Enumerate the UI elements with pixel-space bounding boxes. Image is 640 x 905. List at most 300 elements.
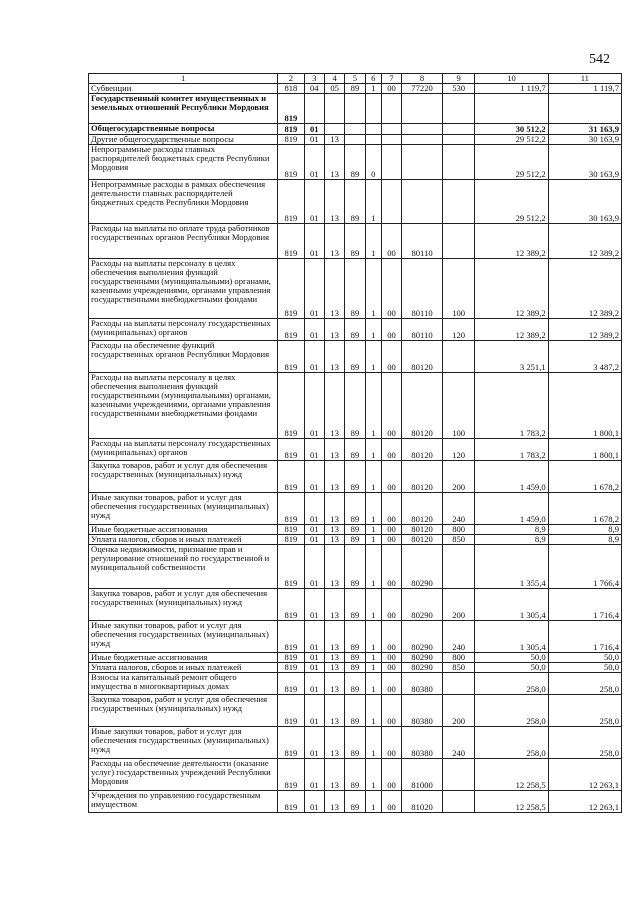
code-expense-type-cell <box>442 759 475 791</box>
code-subprogram-cell: 1 <box>365 791 381 813</box>
code-program-cell: 89 <box>345 621 365 653</box>
code-direction-cell: 80120 <box>402 525 443 535</box>
code-subsection-cell: 13 <box>324 663 344 673</box>
code-section-cell: 01 <box>304 180 324 224</box>
table-row <box>89 135 622 145</box>
code-subsection-cell: 13 <box>324 259 344 319</box>
code-subsection-cell: 13 <box>324 535 344 545</box>
table-row <box>89 791 622 813</box>
amount-year-1-cell: 12 389,2 <box>475 319 548 341</box>
header-cell: 5 <box>345 74 365 84</box>
table-row <box>89 727 622 759</box>
code-measure-cell <box>381 135 401 145</box>
code-gov-cell: 819 <box>278 663 304 673</box>
code-gov-cell: 819 <box>278 673 304 695</box>
code-direction-cell: 81020 <box>402 791 443 813</box>
row-name-cell: Расходы на выплаты персоналу в целях обеспечения выполнения функций государственными (муниципальными) органами, казенными учреждениями, органами управления государственными внебюджетными фондами <box>89 259 278 319</box>
code-subsection-cell: 13 <box>324 439 344 461</box>
code-subprogram-cell: 1 <box>365 621 381 653</box>
table-row <box>89 525 622 535</box>
amount-year-1-cell: 258,0 <box>475 727 548 759</box>
code-expense-type-cell: 200 <box>442 695 475 727</box>
code-subprogram-cell: 1 <box>365 259 381 319</box>
code-direction-cell <box>402 135 443 145</box>
table-row <box>89 653 622 663</box>
code-gov-cell: 819 <box>278 373 304 439</box>
amount-year-1-cell: 1 459,0 <box>475 493 548 525</box>
amount-year-1-cell: 8,9 <box>475 525 548 535</box>
code-expense-type-cell <box>442 135 475 145</box>
code-subsection-cell: 13 <box>324 545 344 589</box>
code-measure-cell: 00 <box>381 545 401 589</box>
code-expense-type-cell: 200 <box>442 589 475 621</box>
code-section-cell: 01 <box>304 135 324 145</box>
table-row <box>89 493 622 525</box>
amount-year-2-cell: 8,9 <box>548 535 621 545</box>
code-program-cell: 89 <box>345 439 365 461</box>
amount-year-2-cell: 1 766,4 <box>548 545 621 589</box>
amount-year-1-cell: 29 512,2 <box>475 135 548 145</box>
code-section-cell: 04 <box>304 84 324 94</box>
code-subprogram-cell: 1 <box>365 461 381 493</box>
code-program-cell: 89 <box>345 373 365 439</box>
code-section-cell: 01 <box>304 545 324 589</box>
code-direction-cell: 81000 <box>402 759 443 791</box>
code-measure-cell: 00 <box>381 341 401 373</box>
code-gov-cell: 819 <box>278 545 304 589</box>
amount-year-1-cell: 30 512,2 <box>475 124 548 135</box>
amount-year-1-cell: 3 251,1 <box>475 341 548 373</box>
table-row <box>89 94 622 124</box>
row-name-cell: Взносы на капитальный ремонт общего имущества в многоквартирных домах <box>89 673 278 695</box>
code-direction-cell: 80120 <box>402 373 443 439</box>
code-section-cell: 01 <box>304 525 324 535</box>
code-measure-cell: 00 <box>381 461 401 493</box>
code-section-cell: 01 <box>304 695 324 727</box>
code-measure-cell: 00 <box>381 653 401 663</box>
code-expense-type-cell: 240 <box>442 493 475 525</box>
code-expense-type-cell: 530 <box>442 84 475 94</box>
code-section-cell: 01 <box>304 461 324 493</box>
code-direction-cell: 80110 <box>402 224 443 259</box>
amount-year-2-cell: 12 263,1 <box>548 759 621 791</box>
code-subprogram-cell: 1 <box>365 493 381 525</box>
code-section-cell: 01 <box>304 673 324 695</box>
table-row <box>89 621 622 653</box>
code-measure-cell <box>381 124 401 135</box>
code-program-cell: 89 <box>345 461 365 493</box>
code-section-cell: 01 <box>304 791 324 813</box>
code-expense-type-cell: 800 <box>442 653 475 663</box>
code-direction-cell: 80110 <box>402 259 443 319</box>
amount-year-1-cell: 12 258,5 <box>475 759 548 791</box>
row-name-cell: Непрограммные расходы в рамках обеспечения деятельности главных распорядителей бюджетных средств Республики Мордовия <box>89 180 278 224</box>
code-subprogram-cell: 1 <box>365 695 381 727</box>
amount-year-1-cell: 1 355,4 <box>475 545 548 589</box>
amount-year-2-cell: 12 263,1 <box>548 791 621 813</box>
code-program-cell: 89 <box>345 759 365 791</box>
code-expense-type-cell <box>442 791 475 813</box>
code-expense-type-cell: 120 <box>442 439 475 461</box>
code-subsection-cell <box>324 124 344 135</box>
code-expense-type-cell: 200 <box>442 461 475 493</box>
code-measure-cell: 00 <box>381 663 401 673</box>
code-gov-cell: 819 <box>278 791 304 813</box>
code-direction-cell: 80290 <box>402 621 443 653</box>
header-cell: 3 <box>304 74 324 84</box>
code-measure-cell: 00 <box>381 373 401 439</box>
amount-year-2-cell: 1 800,1 <box>548 373 621 439</box>
table-row <box>89 695 622 727</box>
code-subprogram-cell: 1 <box>365 84 381 94</box>
code-measure-cell: 00 <box>381 589 401 621</box>
code-section-cell: 01 <box>304 124 324 135</box>
code-section-cell: 01 <box>304 493 324 525</box>
code-subprogram-cell: 1 <box>365 589 381 621</box>
row-name-cell: Расходы на выплаты персоналу в целях обеспечения выполнения функций государственными (муниципальными) органами, казенными учреждениями, органами управления государственными внебюджетными фондами <box>89 373 278 439</box>
amount-year-2-cell: 258,0 <box>548 673 621 695</box>
code-direction-cell: 80290 <box>402 589 443 621</box>
amount-year-1-cell: 50,0 <box>475 653 548 663</box>
code-subsection-cell: 05 <box>324 84 344 94</box>
table-row <box>89 145 622 180</box>
amount-year-2-cell: 30 163,9 <box>548 145 621 180</box>
code-subprogram-cell: 1 <box>365 373 381 439</box>
amount-year-1-cell: 258,0 <box>475 695 548 727</box>
row-name-cell: Общегосударственные вопросы <box>89 124 278 135</box>
code-subprogram-cell: 1 <box>365 673 381 695</box>
code-subprogram-cell: 1 <box>365 341 381 373</box>
code-direction-cell: 80290 <box>402 545 443 589</box>
code-gov-cell: 819 <box>278 695 304 727</box>
code-measure-cell: 00 <box>381 695 401 727</box>
code-subsection-cell: 13 <box>324 180 344 224</box>
amount-year-1-cell: 8,9 <box>475 535 548 545</box>
code-direction-cell: 80380 <box>402 673 443 695</box>
table-row <box>89 180 622 224</box>
code-measure-cell: 00 <box>381 727 401 759</box>
code-program-cell: 89 <box>345 319 365 341</box>
row-name-cell: Непрограммные расходы главных распорядителей бюджетных средств Республики Мордовия <box>89 145 278 180</box>
table-row <box>89 545 622 589</box>
row-name-cell: Расходы на обеспечение функций государственных органов Республики Мордовия <box>89 341 278 373</box>
amount-year-1-cell: 12 389,2 <box>475 259 548 319</box>
amount-year-2-cell: 50,0 <box>548 663 621 673</box>
row-name-cell: Государственный комитет имущественных и земельных отношений Республики Мордовия <box>89 94 278 124</box>
code-subsection-cell: 13 <box>324 341 344 373</box>
code-expense-type-cell <box>442 94 475 124</box>
amount-year-1-cell <box>475 94 548 124</box>
code-program-cell: 89 <box>345 84 365 94</box>
code-measure-cell: 00 <box>381 759 401 791</box>
code-subprogram-cell: 1 <box>365 224 381 259</box>
code-program-cell: 89 <box>345 259 365 319</box>
header-cell: 2 <box>278 74 304 84</box>
table-row <box>89 663 622 673</box>
amount-year-2-cell: 1 678,2 <box>548 493 621 525</box>
amount-year-2-cell: 30 163,9 <box>548 180 621 224</box>
code-program-cell: 89 <box>345 525 365 535</box>
code-gov-cell: 818 <box>278 84 304 94</box>
amount-year-2-cell: 50,0 <box>548 653 621 663</box>
code-expense-type-cell <box>442 145 475 180</box>
code-gov-cell: 819 <box>278 224 304 259</box>
code-measure-cell: 00 <box>381 621 401 653</box>
header-cell: 11 <box>548 74 621 84</box>
amount-year-1-cell: 1 459,0 <box>475 461 548 493</box>
code-section-cell: 01 <box>304 621 324 653</box>
code-program-cell: 89 <box>345 589 365 621</box>
code-expense-type-cell: 850 <box>442 663 475 673</box>
row-name-cell: Расходы на обеспечение деятельности (оказание услуг) государственных учреждений Республики Мордовия <box>89 759 278 791</box>
code-measure-cell: 00 <box>381 791 401 813</box>
page-number: 542 <box>589 52 610 67</box>
code-program-cell <box>345 135 365 145</box>
code-gov-cell: 819 <box>278 319 304 341</box>
amount-year-1-cell: 50,0 <box>475 663 548 673</box>
code-expense-type-cell: 240 <box>442 621 475 653</box>
table-header-row <box>89 74 622 84</box>
code-subsection-cell: 13 <box>324 525 344 535</box>
code-subsection-cell: 13 <box>324 759 344 791</box>
code-expense-type-cell: 100 <box>442 373 475 439</box>
code-direction-cell: 80110 <box>402 319 443 341</box>
code-subsection-cell: 13 <box>324 135 344 145</box>
code-direction-cell <box>402 94 443 124</box>
amount-year-2-cell: 258,0 <box>548 727 621 759</box>
row-name-cell: Расходы на выплаты по оплате труда работников государственных органов Республики Мордовия <box>89 224 278 259</box>
row-name-cell: Иные бюджетные ассигнования <box>89 653 278 663</box>
code-subsection-cell: 13 <box>324 373 344 439</box>
code-direction-cell: 80120 <box>402 461 443 493</box>
code-section-cell <box>304 94 324 124</box>
code-expense-type-cell: 100 <box>442 259 475 319</box>
code-section-cell: 01 <box>304 319 324 341</box>
code-section-cell: 01 <box>304 373 324 439</box>
amount-year-2-cell: 12 389,2 <box>548 319 621 341</box>
row-name-cell: Иные бюджетные ассигнования <box>89 525 278 535</box>
code-subsection-cell: 13 <box>324 145 344 180</box>
code-section-cell: 01 <box>304 535 324 545</box>
code-gov-cell: 819 <box>278 727 304 759</box>
table-row <box>89 759 622 791</box>
header-cell: 10 <box>475 74 548 84</box>
amount-year-2-cell: 31 163,9 <box>548 124 621 135</box>
code-program-cell: 89 <box>345 535 365 545</box>
code-section-cell: 01 <box>304 759 324 791</box>
amount-year-1-cell: 12 258,5 <box>475 791 548 813</box>
amount-year-2-cell: 1 119,7 <box>548 84 621 94</box>
table-row <box>89 673 622 695</box>
code-section-cell: 01 <box>304 145 324 180</box>
row-name-cell: Учреждения по управлению государственным имуществом <box>89 791 278 813</box>
amount-year-1-cell: 1 783,2 <box>475 439 548 461</box>
code-program-cell: 89 <box>345 653 365 663</box>
code-direction-cell: 80380 <box>402 695 443 727</box>
amount-year-2-cell: 3 487,2 <box>548 341 621 373</box>
code-subsection-cell <box>324 94 344 124</box>
amount-year-2-cell <box>548 94 621 124</box>
code-section-cell: 01 <box>304 727 324 759</box>
table-row <box>89 84 622 94</box>
table-row <box>89 439 622 461</box>
header-cell: 1 <box>89 74 278 84</box>
code-subsection-cell: 13 <box>324 673 344 695</box>
code-section-cell: 01 <box>304 589 324 621</box>
table-row <box>89 124 622 135</box>
code-measure-cell: 00 <box>381 535 401 545</box>
table-row <box>89 224 622 259</box>
code-subsection-cell: 13 <box>324 589 344 621</box>
row-name-cell: Закупка товаров, работ и услуг для обеспечения государственных (муниципальных) нужд <box>89 461 278 493</box>
code-subprogram-cell <box>365 135 381 145</box>
code-subsection-cell: 13 <box>324 695 344 727</box>
code-program-cell: 89 <box>345 180 365 224</box>
row-name-cell: Другие общегосударственные вопросы <box>89 135 278 145</box>
row-name-cell: Оценка недвижимости, признание прав и регулирование отношений по государственной и муниципальной собственности <box>89 545 278 589</box>
code-gov-cell: 819 <box>278 461 304 493</box>
code-gov-cell: 819 <box>278 439 304 461</box>
code-program-cell <box>345 124 365 135</box>
row-name-cell: Уплата налогов, сборов и иных платежей <box>89 535 278 545</box>
code-measure-cell: 00 <box>381 84 401 94</box>
code-gov-cell: 819 <box>278 135 304 145</box>
code-section-cell: 01 <box>304 259 324 319</box>
code-gov-cell: 819 <box>278 535 304 545</box>
code-direction-cell: 80290 <box>402 663 443 673</box>
amount-year-2-cell: 1 716,4 <box>548 621 621 653</box>
code-program-cell: 89 <box>345 145 365 180</box>
amount-year-1-cell: 29 512,2 <box>475 180 548 224</box>
code-subprogram-cell: 1 <box>365 545 381 589</box>
code-program-cell: 89 <box>345 224 365 259</box>
code-expense-type-cell <box>442 180 475 224</box>
table-row <box>89 259 622 319</box>
code-subprogram-cell: 0 <box>365 145 381 180</box>
code-subprogram-cell <box>365 94 381 124</box>
code-subprogram-cell: 1 <box>365 439 381 461</box>
header-cell: 7 <box>381 74 401 84</box>
code-gov-cell: 819 <box>278 341 304 373</box>
code-gov-cell: 819 <box>278 525 304 535</box>
code-direction-cell: 80380 <box>402 727 443 759</box>
amount-year-1-cell: 1 119,7 <box>475 84 548 94</box>
amount-year-1-cell: 1 783,2 <box>475 373 548 439</box>
code-expense-type-cell <box>442 673 475 695</box>
code-gov-cell: 819 <box>278 145 304 180</box>
code-subsection-cell: 13 <box>324 727 344 759</box>
code-gov-cell: 819 <box>278 653 304 663</box>
code-measure-cell: 00 <box>381 439 401 461</box>
code-expense-type-cell <box>442 124 475 135</box>
budget-table <box>88 73 622 813</box>
code-expense-type-cell <box>442 224 475 259</box>
amount-year-2-cell: 258,0 <box>548 695 621 727</box>
code-gov-cell: 819 <box>278 180 304 224</box>
header-cell: 4 <box>324 74 344 84</box>
code-section-cell: 01 <box>304 663 324 673</box>
code-program-cell: 89 <box>345 663 365 673</box>
code-gov-cell: 819 <box>278 124 304 135</box>
table-row <box>89 341 622 373</box>
code-subprogram-cell: 1 <box>365 759 381 791</box>
code-program-cell: 89 <box>345 673 365 695</box>
code-direction-cell: 80120 <box>402 341 443 373</box>
code-subsection-cell: 13 <box>324 621 344 653</box>
code-measure-cell <box>381 94 401 124</box>
code-subprogram-cell: 1 <box>365 535 381 545</box>
row-name-cell: Иные закупки товаров, работ и услуг для обеспечения государственных (муниципальных) нужд <box>89 621 278 653</box>
amount-year-2-cell: 12 389,2 <box>548 259 621 319</box>
row-name-cell: Иные закупки товаров, работ и услуг для обеспечения государственных (муниципальных) нужд <box>89 493 278 525</box>
code-gov-cell: 819 <box>278 94 304 124</box>
code-section-cell: 01 <box>304 653 324 663</box>
amount-year-1-cell: 1 305,4 <box>475 589 548 621</box>
code-subsection-cell: 13 <box>324 224 344 259</box>
amount-year-2-cell: 12 389,2 <box>548 224 621 259</box>
code-program-cell: 89 <box>345 493 365 525</box>
row-name-cell: Уплата налогов, сборов и иных платежей <box>89 663 278 673</box>
code-section-cell: 01 <box>304 439 324 461</box>
code-direction-cell: 80290 <box>402 653 443 663</box>
code-direction-cell <box>402 180 443 224</box>
code-measure-cell: 00 <box>381 525 401 535</box>
code-subprogram-cell: 1 <box>365 663 381 673</box>
code-gov-cell: 819 <box>278 621 304 653</box>
table-row <box>89 589 622 621</box>
code-direction-cell: 80120 <box>402 535 443 545</box>
code-measure-cell: 00 <box>381 493 401 525</box>
code-direction-cell: 77220 <box>402 84 443 94</box>
code-subprogram-cell <box>365 124 381 135</box>
amount-year-2-cell: 1 716,4 <box>548 589 621 621</box>
code-expense-type-cell: 120 <box>442 319 475 341</box>
code-subsection-cell: 13 <box>324 791 344 813</box>
code-subsection-cell: 13 <box>324 493 344 525</box>
header-cell: 8 <box>402 74 443 84</box>
amount-year-2-cell: 1 800,1 <box>548 439 621 461</box>
code-measure-cell: 00 <box>381 259 401 319</box>
code-gov-cell: 819 <box>278 259 304 319</box>
code-subsection-cell: 13 <box>324 461 344 493</box>
table-row <box>89 461 622 493</box>
row-name-cell: Закупка товаров, работ и услуг для обеспечения государственных (муниципальных) нужд <box>89 589 278 621</box>
code-subprogram-cell: 1 <box>365 319 381 341</box>
row-name-cell: Расходы на выплаты персоналу государственных (муниципальных) органов <box>89 319 278 341</box>
code-expense-type-cell: 800 <box>442 525 475 535</box>
amount-year-1-cell: 12 389,2 <box>475 224 548 259</box>
table-row <box>89 373 622 439</box>
code-section-cell: 01 <box>304 224 324 259</box>
code-subprogram-cell: 1 <box>365 525 381 535</box>
code-direction-cell: 80120 <box>402 439 443 461</box>
row-name-cell: Субвенции <box>89 84 278 94</box>
code-direction-cell <box>402 124 443 135</box>
amount-year-1-cell: 258,0 <box>475 673 548 695</box>
row-name-cell: Иные закупки товаров, работ и услуг для обеспечения государственных (муниципальных) нужд <box>89 727 278 759</box>
code-expense-type-cell: 850 <box>442 535 475 545</box>
code-program-cell: 89 <box>345 695 365 727</box>
amount-year-2-cell: 30 163,9 <box>548 135 621 145</box>
code-expense-type-cell <box>442 545 475 589</box>
code-subsection-cell: 13 <box>324 653 344 663</box>
code-subsection-cell: 13 <box>324 319 344 341</box>
code-expense-type-cell: 240 <box>442 727 475 759</box>
row-name-cell: Расходы на выплаты персоналу государственных (муниципальных) органов <box>89 439 278 461</box>
code-gov-cell: 819 <box>278 759 304 791</box>
code-measure-cell <box>381 180 401 224</box>
code-program-cell: 89 <box>345 791 365 813</box>
